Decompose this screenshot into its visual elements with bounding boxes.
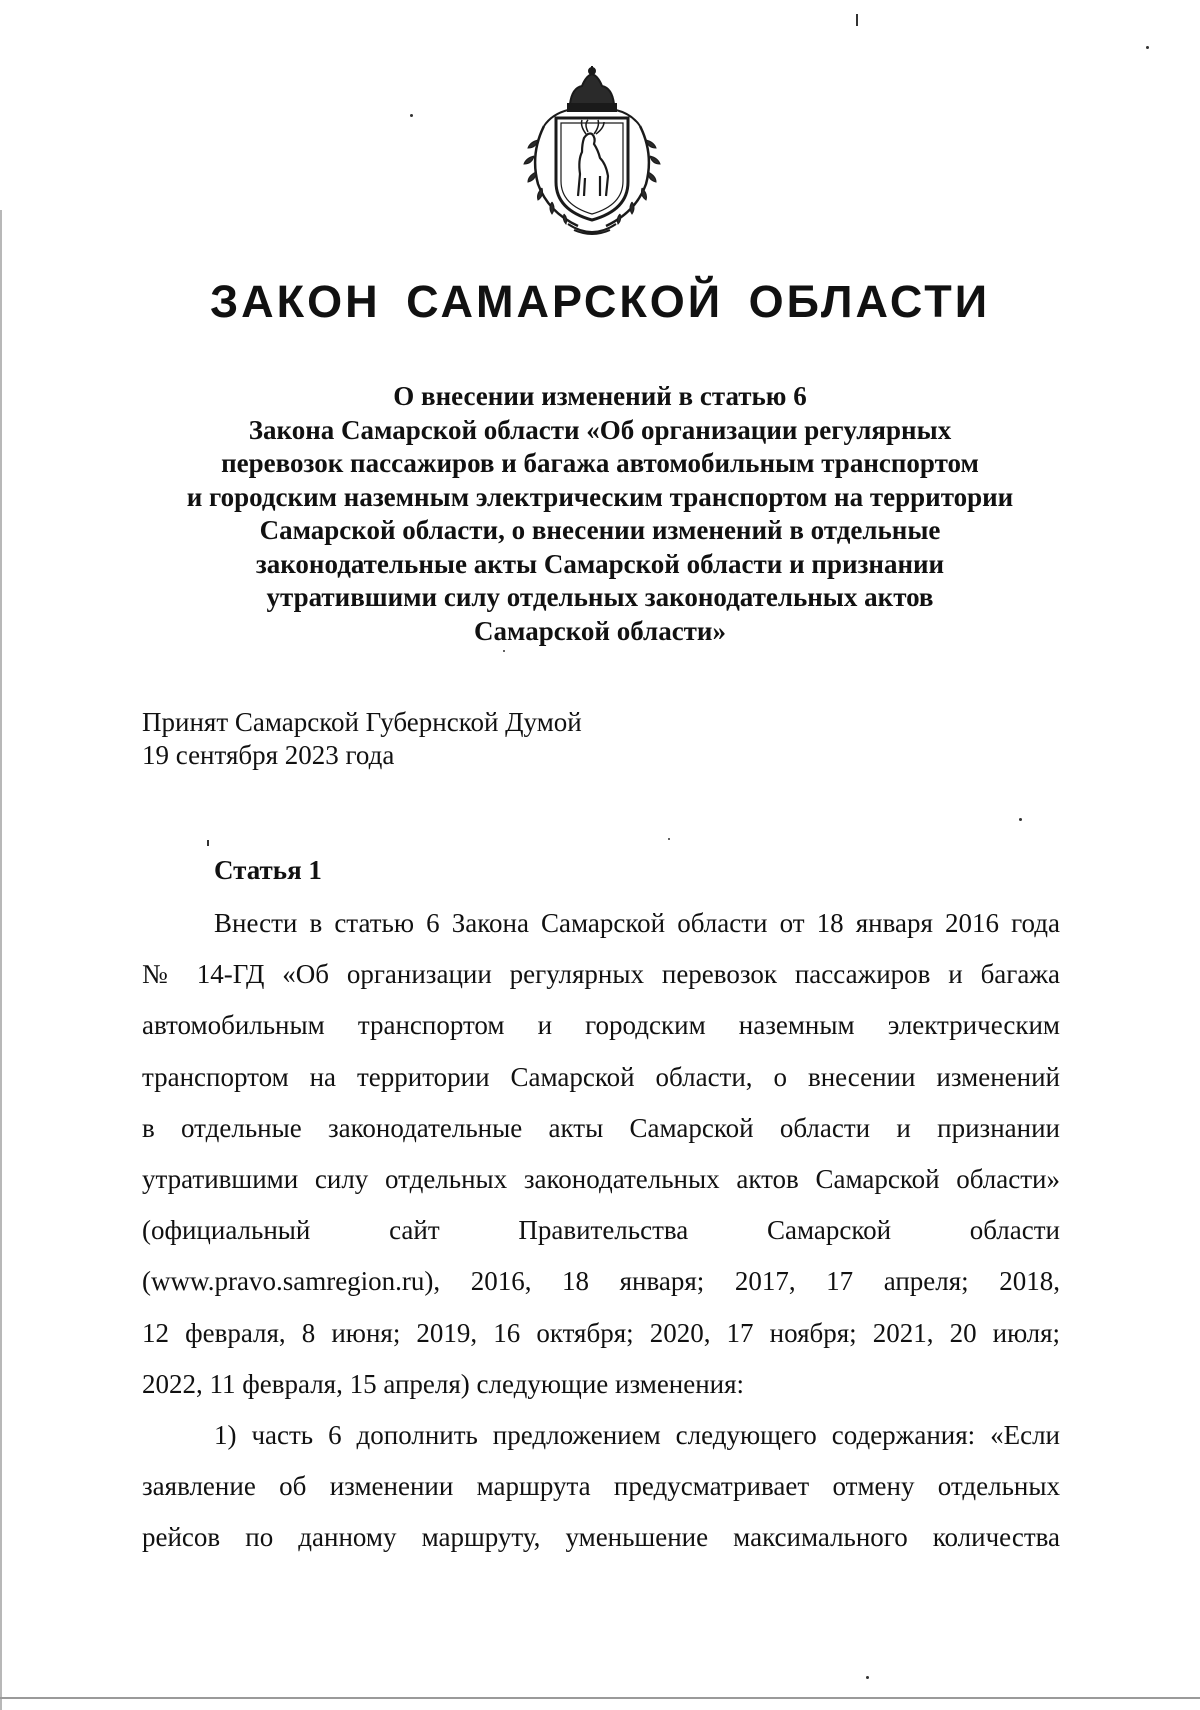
scan-speck	[856, 14, 858, 26]
body-line: рейсов по данному маршруту, уменьшение максимального количества	[142, 1522, 1060, 1553]
body-line: 1) часть 6 дополнить предложением следующего содержания: «Если	[214, 1419, 1060, 1450]
subtitle-line: Самарской области, о внесении изменений в отдельные	[259, 515, 941, 545]
law-subtitle	[130, 380, 1070, 648]
body-line: 2022, 11 февраля, 15 апреля) следующие изменения:	[142, 1368, 745, 1399]
scan-speck	[410, 114, 413, 117]
subtitle-line: Самарской области»	[474, 615, 726, 646]
scan-speck	[1019, 818, 1022, 821]
subtitle-line: и городским наземным электрическим транспортом на территории	[186, 481, 1014, 512]
subtitle-line: утратившими силу отдельных законодательных актов	[266, 582, 934, 612]
scan-bottom-line	[0, 1697, 1200, 1699]
body-line: в отдельные законодательные акты Самарской области и признании	[142, 1112, 1060, 1143]
body-line: (официальный сайт Правительства Самарской области	[142, 1215, 1060, 1246]
adoption-note	[142, 706, 582, 772]
law-title: ЗАКОН САМАРСКОЙ ОБЛАСТИ	[209, 276, 991, 327]
body-line: Внести в статью 6 Закона Самарской области от 18 января 2016 года	[214, 908, 1060, 938]
scan-speck	[1146, 46, 1149, 49]
article-body	[142, 898, 1060, 1563]
scan-speck	[668, 838, 670, 840]
adoption-body: Принят Самарской Губернской Думой	[142, 707, 582, 737]
subtitle-line: законодательные акты Самарской области и признании	[255, 548, 945, 579]
body-line: заявление об изменении маршрута предусматривает отмену отдельных	[142, 1471, 1060, 1502]
body-line: транспортом на территории Самарской области, о внесении изменений	[142, 1061, 1060, 1092]
body-line: утратившими силу отдельных законодательных актов Самарской области»	[142, 1163, 1060, 1194]
body-line: 12 февраля, 8 июня; 2019, 16 октября; 2020, 17 ноября; 2021, 20 июля;	[142, 1317, 1060, 1348]
adoption-date: 19 сентября 2023 года	[142, 740, 395, 770]
scan-speck	[503, 650, 505, 652]
body-line: (www.pravo.samregion.ru), 2016, 18 января; 2017, 17 апреля; 2018,	[142, 1266, 1060, 1297]
subtitle-line: О внесении изменений в статью 6	[393, 381, 807, 411]
scan-edge-line	[0, 210, 2, 1710]
scan-speck	[866, 1676, 869, 1679]
scan-speck	[207, 840, 209, 846]
subtitle-line: Закона Самарской области «Об организации регулярных	[248, 414, 952, 445]
body-line: автомобильным транспортом и городским наземным электрическим	[142, 1010, 1060, 1041]
coat-of-arms-emblem	[522, 64, 662, 242]
subtitle-line: перевозок пассажиров и багажа автомобильным транспортом	[221, 448, 979, 478]
article-heading: Статья 1	[214, 855, 322, 885]
body-line: № 14-ГД «Об организации регулярных перевозок пассажиров и багажа	[142, 959, 1060, 990]
